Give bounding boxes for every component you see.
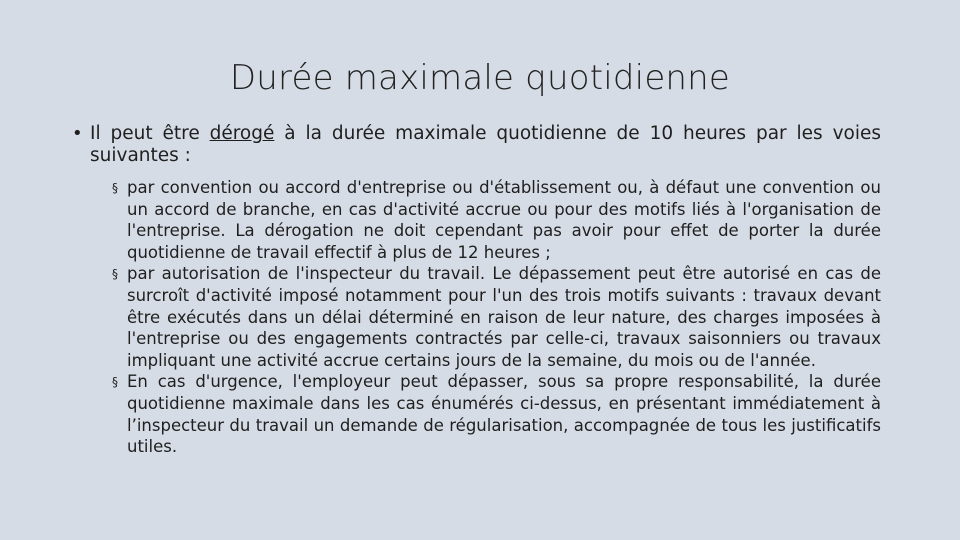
section-marker-icon: § (112, 267, 118, 282)
section-marker-icon: § (112, 181, 118, 195)
intro-text-end: à la durée maximale quotidienne de 10 heures par les voies suivantes : (90, 123, 881, 166)
list-item (72, 177, 881, 263)
list-item (72, 371, 881, 457)
list-item (72, 263, 881, 371)
intro-text-start: Il peut être (90, 123, 210, 144)
intro-underlined-word: dérogé (209, 123, 275, 144)
list-item-text: En cas d'urgence, l'employeur peut dépasser, sous sa propre responsabilité, la durée quotidienne maximale dans les cas énumérés ci-dessus, en présentant immédiatement à l’inspecteur du travail un demande de régularisation, accompagnée de tous les justificatifs utiles. (127, 372, 881, 457)
bullet-dot-icon: • (72, 123, 83, 144)
sub-bullet-list (72, 177, 881, 458)
slide-title: Durée maximale quotidienne (229, 58, 731, 98)
list-item-text: par autorisation de l'inspecteur du travail. Le dépassement peut être autorisé en cas de surcroît d'activité imposé notamment pour l'un des trois motifs suivants : travaux devant être exécutés dans un délai déterminé en raison de leur nature, des charges imposées à l'entreprise ou des engagements contractés par celle-ci, travaux saisonniers ou travaux impliquant une activité accrue certains jours de la semaine, du mois ou de l'année. (127, 264, 881, 370)
list-item-text: par convention ou accord d'entreprise ou d'établissement ou, à défaut une convention ou un accord de branche, en cas d'activité accrue ou pour des motifs liés à l'organisation de l'entreprise. La dérogation ne doit cependant pas avoir pour effet de porter la durée quotidienne de travail effectif à plus de 12 heures ; (127, 178, 881, 262)
slide-content (72, 123, 881, 458)
section-marker-icon: § (112, 375, 118, 390)
intro-paragraph (72, 123, 881, 167)
